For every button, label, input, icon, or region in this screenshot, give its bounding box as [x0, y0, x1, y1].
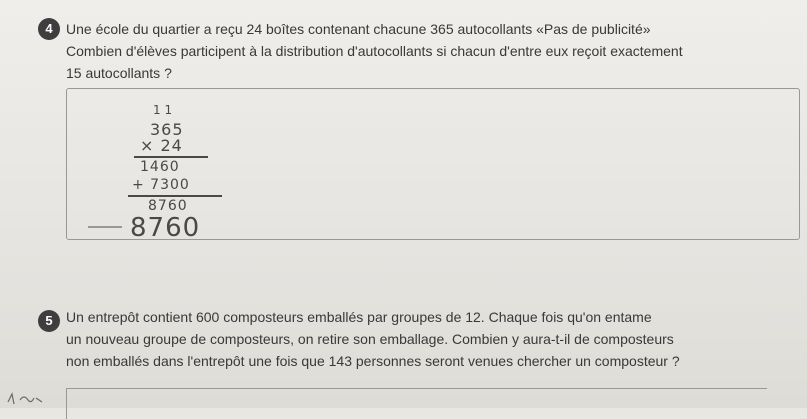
- multiplier: × 24: [140, 136, 183, 155]
- partial-product: + 7300: [132, 177, 190, 193]
- partial-product: 1460: [140, 159, 180, 175]
- answer-dash: [88, 226, 122, 228]
- calculation-rule: [134, 156, 208, 158]
- question-line: un nouveau groupe de composteurs, on retire son emballage. Combien y aura-t-il de composteurs: [66, 331, 674, 347]
- question-line: non emballés dans l'entrepôt une fois que 143 personnes seront venues chercher un composteur ?: [66, 353, 680, 369]
- carry-digits: 1 1: [153, 103, 173, 117]
- question-line: Une école du quartier a reçu 24 boîtes contenant chacune 365 autocollants «Pas de publicité»: [66, 21, 651, 37]
- final-answer: 8760: [130, 213, 201, 243]
- scribble-icon: [6, 392, 46, 406]
- question-line: Combien d'élèves participent à la distribution d'autocollants si chacun d'entre eux reçoit exactement: [66, 43, 683, 59]
- question-text: [66, 306, 680, 372]
- product-sum: 8760: [148, 198, 188, 214]
- question-text: [66, 18, 683, 84]
- calculation-rule: [128, 195, 222, 197]
- exercise-number-badge: 5: [38, 310, 60, 332]
- answer-box[interactable]: [66, 388, 767, 419]
- multiplicand: 365: [150, 120, 184, 139]
- margin-scribble: [6, 392, 46, 409]
- question-line: 15 autocollants ?: [66, 65, 172, 81]
- question-line: Un entrepôt contient 600 composteurs emballés par groupes de 12. Chaque fois qu'on entame: [66, 309, 652, 325]
- exercise-number-badge: 4: [38, 18, 60, 40]
